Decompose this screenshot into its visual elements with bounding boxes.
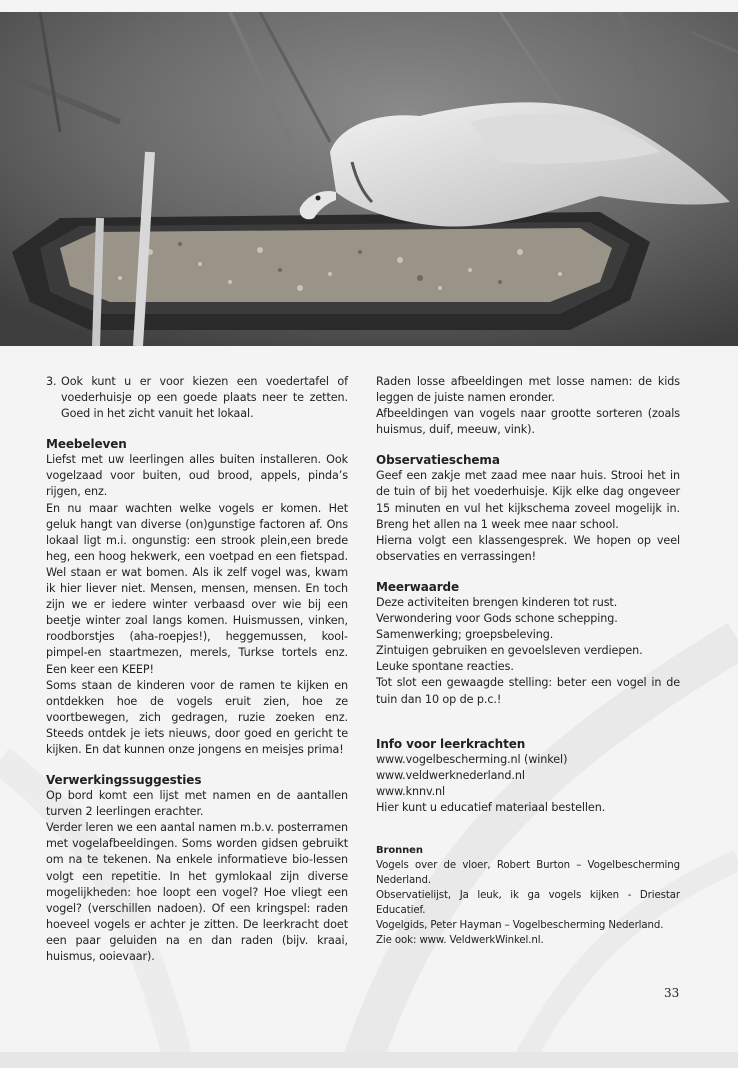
paragraph: Liefst met uw leerlingen alles buiten installeren. Ook vogelzaad voor buiten, oud brood, appels, pinda’s rijgen, enz. — [46, 453, 348, 499]
heading-info-voor-leerkrachten: Info voor leerkrachten — [376, 736, 526, 751]
list-line: Tot slot een gewaagde stelling: beter een vogel in de tuin dan 10 op de p.c.! — [376, 676, 680, 706]
paragraph: Verder leren we een aantal namen m.b.v. posterramen met vogelafbeeldingen. Soms worden gidsen gebruikt om na te tekenen. Na enkele informatieve bio-lessen volgt een repetitie. In het gymlokaal zijn diverse mogelijkheden: hoe loopt een vogel? Hoe vliegt een vogel? (verschillen nadoen). Of een kringspel: raden hoeveel vogels er achter je zitten. De leerkracht doet een paar geluiden na en dan raden (bijv. kraai, huismus, ooievaar). — [46, 821, 348, 963]
list-text: Ook kunt u er voor kiezen een voedertafel of voederhuisje op een goede plaats neer te zetten. Goed in het zicht vanuit het lokaal. — [61, 375, 348, 421]
source-line: Vogelgids, Peter Hayman – Vogelbescherming Nederland. — [376, 919, 664, 931]
list-line: Zintuigen gebruiken en gevoelsleven verdiepen. — [376, 644, 643, 658]
paragraph: Hierna volgt een klassengesprek. We hopen op veel observaties en verrassingen! — [376, 533, 680, 563]
dove-on-feeder-image — [0, 12, 738, 346]
heading-meerwaarde: Meerwaarde — [376, 579, 460, 594]
heading-bronnen: Bronnen — [376, 844, 423, 856]
paragraph: Soms staan de kinderen voor de ramen te kijken en ontdekken hoe de vogels eruit zien, hoe ze voortbewegen, zich gedragen, ruzie zoeken enz. Steeds ontdek je iets nieuws, door goed en gericht te kijken. En dat kunnen onze jongens en meisjes prima! — [46, 678, 348, 756]
paragraph: En nu maar wachten welke vogels er komen. Het geluk hangt van diverse (on)gunstige factoren af. Ons lokaal ligt m.i. ongunstig: een strook plein,een brede heg, een hoog hekwerk, een voetpad en een fietspad. Wel staan er wat bomen. Als ik zelf vogel was, kwam ik hier liever niet. Mensen, mensen, mensen. En toch zijn we er iedere winter verbaasd over wie bij een beetje winter zoal langs komen. Huismussen, vinken, roodborstjes (aha-roepjes!), heggemussen, kool-pimpel-en staartmezen, merels, Turkse tortels enz. Een keer een KEEP! — [46, 501, 348, 676]
list-item-3 — [46, 374, 348, 422]
list-line: Verwondering voor Gods schone schepping. — [376, 612, 618, 626]
list-line: Deze activiteiten brengen kinderen tot rust. — [376, 595, 618, 609]
source-line: Vogels over de vloer, Robert Burton – Vogelbescherming Nederland. — [376, 859, 680, 886]
list-line: Leuke spontane reacties. — [376, 660, 514, 674]
info-note: Hier kunt u educatief materiaal bestellen. — [376, 800, 606, 814]
link-veldwerknederland[interactable]: www.veldwerknederland.nl — [376, 768, 525, 782]
source-line: Observatielijst, Ja leuk, ik ga vogels kijken - Driestar Educatief. — [376, 889, 680, 916]
heading-observatieschema: Observatieschema — [376, 453, 500, 468]
heading-verwerkingssuggesties: Verwerkingssuggesties — [46, 773, 202, 788]
source-line: Zie ook: www. VeldwerkWinkel.nl. — [376, 934, 544, 946]
paragraph: Raden losse afbeeldingen met losse namen: de kids leggen de juiste namen eronder. — [376, 375, 680, 405]
link-vogelbescherming[interactable]: www.vogelbescherming.nl (winkel) — [376, 752, 568, 766]
paragraph: Afbeeldingen van vogels naar grootte sorteren (zoals huismus, duif, meeuw, vink). — [376, 407, 680, 437]
list-line: Samenwerking; groepsbeleving. — [376, 628, 554, 642]
link-knnv[interactable]: www.knnv.nl — [376, 784, 446, 798]
bird-feeder-photo — [0, 12, 738, 346]
list-number: 3. — [46, 375, 57, 388]
paragraph: Op bord komt een lijst met namen en de aantallen turven 2 leerlingen erachter. — [46, 789, 348, 819]
paragraph: Geef een zakje met zaad mee naar huis. Strooi het in de tuin of bij het voederhuisje. Kijk elke dag ongeveer 15 minuten en vul het kijkschema zoveel mogelijk in. Breng het allen na 1 week mee naar school. — [376, 469, 680, 531]
heading-meebeleven: Meebeleven — [46, 437, 127, 452]
page-number: 33 — [664, 986, 680, 1000]
left-column — [46, 374, 348, 965]
right-column — [376, 374, 680, 948]
bronnen-section — [376, 844, 680, 948]
